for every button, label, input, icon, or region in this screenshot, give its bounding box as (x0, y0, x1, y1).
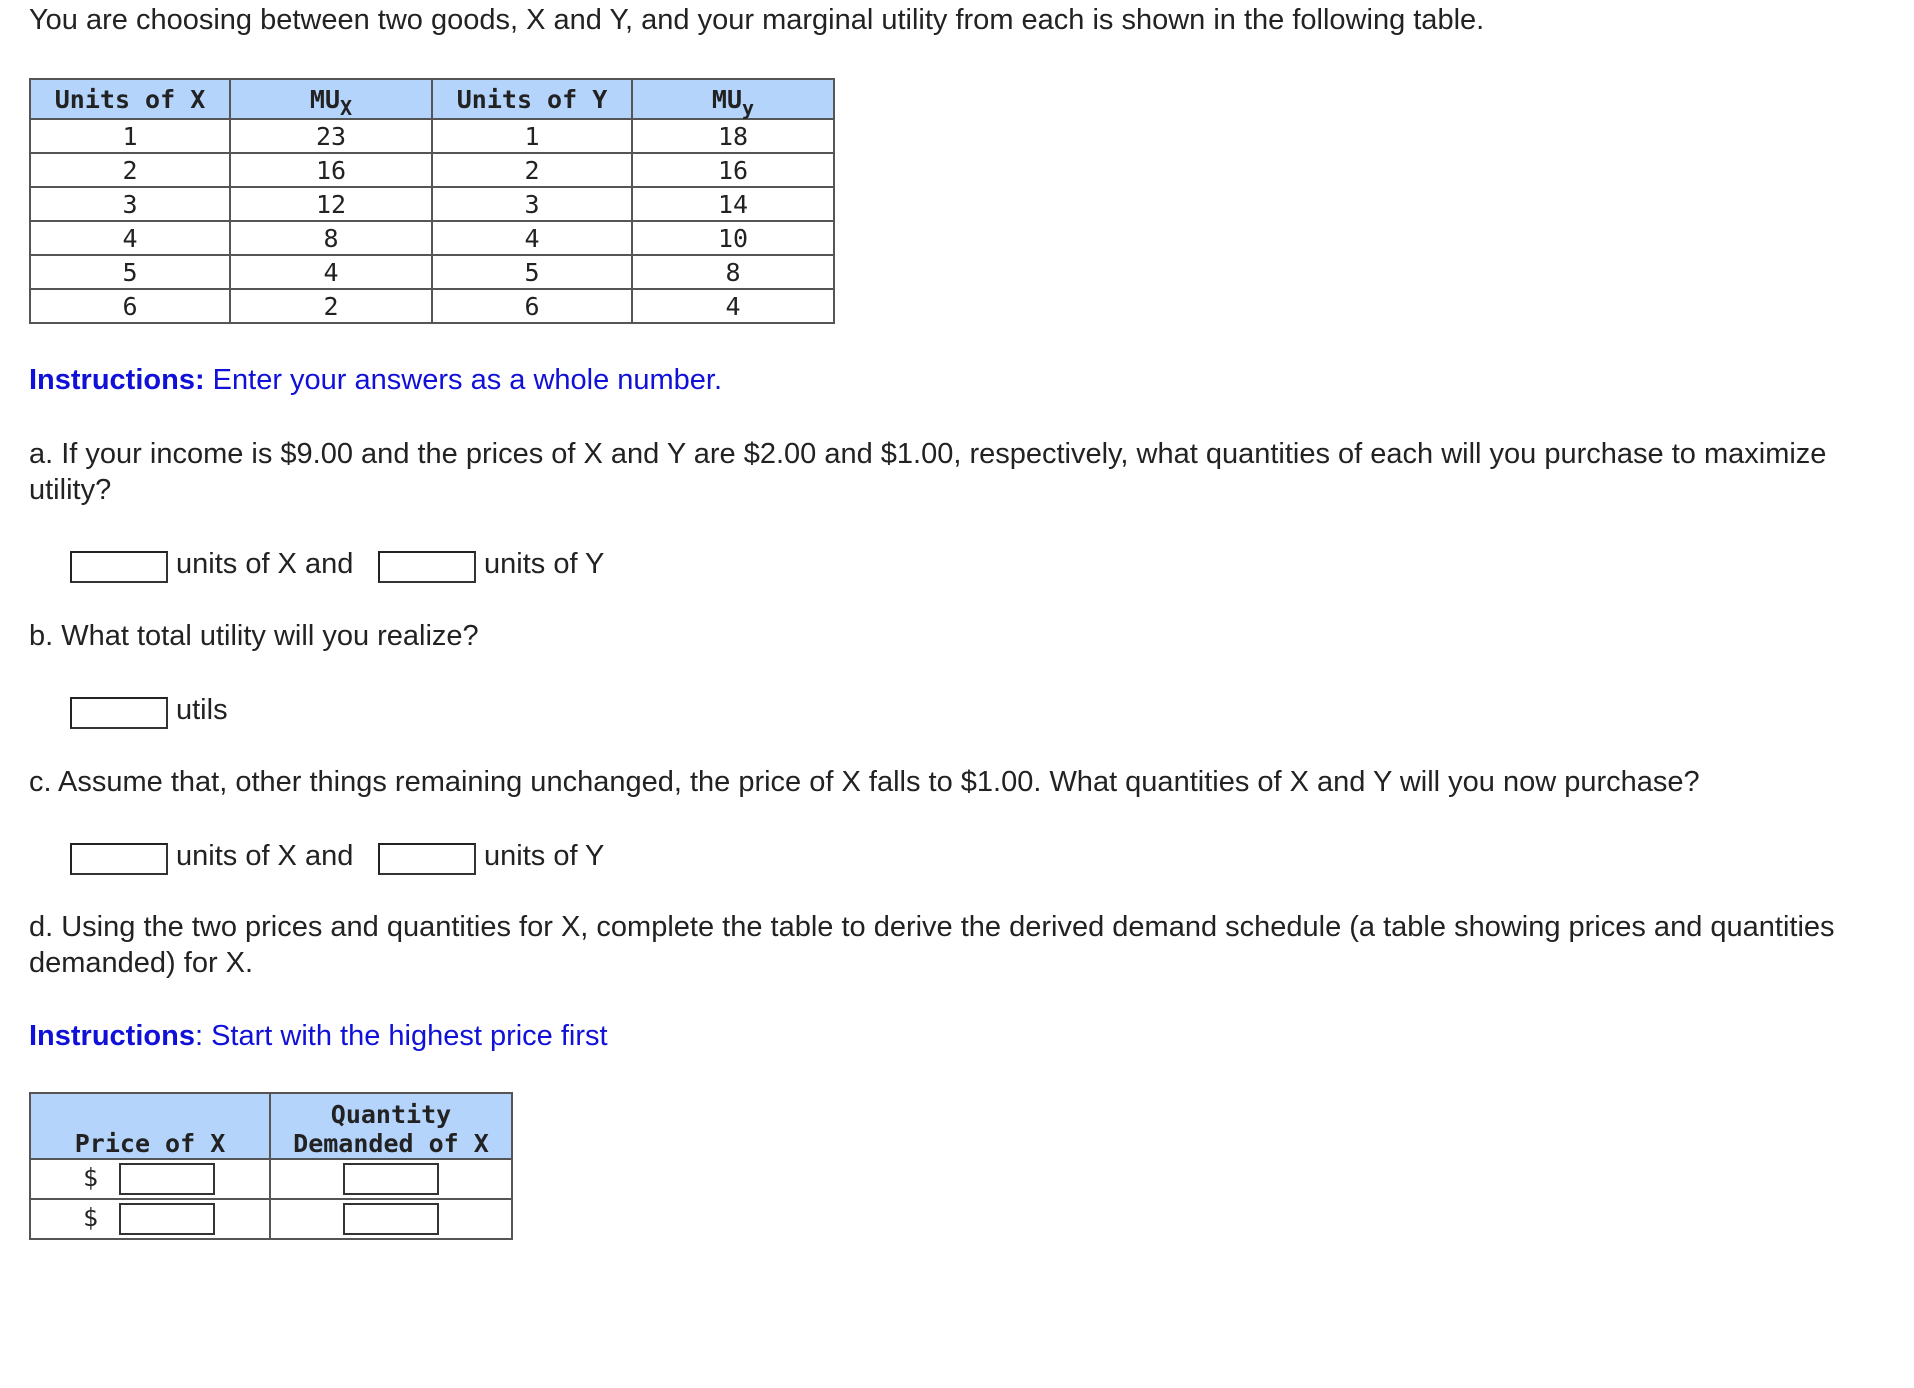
cell-mu-x: 8 (230, 221, 432, 255)
cell-units-y: 3 (432, 187, 632, 221)
cell-units-x: 5 (30, 255, 230, 289)
table-row (30, 255, 834, 289)
answer-b-utils-input[interactable] (70, 697, 168, 729)
table-row (30, 1159, 512, 1199)
demand-schedule-table (29, 1092, 513, 1240)
instructions-highest-price (29, 1018, 608, 1054)
question-c: c. Assume that, other things remaining unchanged, the price of X falls to $1.00. What quantities of X and Y will you now purchase? (29, 766, 1700, 798)
instructions-text: Enter your answers as a whole number. (204, 364, 723, 396)
cell-mu-y: 4 (632, 289, 834, 323)
header-mu-x (230, 79, 432, 119)
cell-price (30, 1159, 270, 1199)
marginal-utility-table (29, 78, 835, 324)
table-row (30, 187, 834, 221)
table-row (30, 1199, 512, 1239)
cell-units-y: 4 (432, 221, 632, 255)
answer-c-units-y-input[interactable] (378, 843, 476, 875)
cell-mu-y: 10 (632, 221, 834, 255)
cell-units-y: 2 (432, 153, 632, 187)
answer-a-units-x-input[interactable] (70, 551, 168, 583)
cell-price (30, 1199, 270, 1239)
cell-mu-x: 12 (230, 187, 432, 221)
demand-header-row (30, 1093, 512, 1159)
instructions-label: Instructions: (29, 364, 205, 396)
quantity-input-2[interactable] (343, 1203, 439, 1235)
header-quantity-line1: Quantity (330, 1100, 452, 1129)
question-b: b. What total utility will you realize? (29, 620, 479, 652)
cell-mu-y: 18 (632, 119, 834, 153)
instructions-whole-number (29, 362, 722, 398)
header-mu-y-sub: y (742, 95, 755, 120)
question-d: d. Using the two prices and quantities for X, complete the table to derive the derived demand schedule (a table showing prices and quantities demanded) for X. (29, 911, 1835, 979)
cell-units-y: 1 (432, 119, 632, 153)
header-units-y: Units of Y (432, 79, 632, 119)
intro-text: You are choosing between two goods, X and Y, and your marginal utility from each is shown in the following table. (29, 4, 1485, 36)
header-mu-y-main: MU (711, 84, 743, 114)
table-row (30, 221, 834, 255)
label-a-units-x: units of X and (176, 548, 354, 580)
label-c-units-y: units of Y (484, 840, 605, 872)
question-a: a. If your income is $9.00 and the prices of X and Y are $2.00 and $1.00, respectively, what quantities of each will you purchase to maximize utility? (29, 438, 1827, 506)
answer-a-units-y-input[interactable] (378, 551, 476, 583)
dollar-sign: $ (83, 1203, 99, 1232)
header-units-x: Units of X (30, 79, 230, 119)
header-mu-y (632, 79, 834, 119)
price-input-1[interactable] (119, 1163, 215, 1195)
label-b-utils: utils (176, 694, 228, 726)
header-quantity-line2: Demanded of X (293, 1129, 489, 1158)
cell-units-x: 3 (30, 187, 230, 221)
cell-mu-y: 14 (632, 187, 834, 221)
table-header-row (30, 79, 834, 119)
cell-units-x: 2 (30, 153, 230, 187)
cell-units-y: 5 (432, 255, 632, 289)
price-input-2[interactable] (119, 1203, 215, 1235)
header-quantity-demanded-x (270, 1093, 512, 1159)
cell-units-x: 1 (30, 119, 230, 153)
cell-quantity (270, 1199, 512, 1239)
cell-mu-y: 8 (632, 255, 834, 289)
cell-mu-x: 16 (230, 153, 432, 187)
header-mu-x-sub: X (340, 95, 353, 120)
table-row (30, 289, 834, 323)
table-row (30, 119, 834, 153)
answer-c-units-x-input[interactable] (70, 843, 168, 875)
cell-quantity (270, 1159, 512, 1199)
dollar-sign: $ (83, 1163, 99, 1192)
instructions2-text: : Start with the highest price first (194, 1020, 608, 1052)
cell-mu-x: 2 (230, 289, 432, 323)
cell-mu-y: 16 (632, 153, 834, 187)
label-c-units-x: units of X and (176, 840, 354, 872)
quantity-input-1[interactable] (343, 1163, 439, 1195)
cell-mu-x: 23 (230, 119, 432, 153)
table-row (30, 153, 834, 187)
header-price-x: Price of X (30, 1093, 270, 1159)
header-mu-x-main: MU (309, 84, 341, 114)
cell-units-x: 6 (30, 289, 230, 323)
cell-units-x: 4 (30, 221, 230, 255)
cell-mu-x: 4 (230, 255, 432, 289)
label-a-units-y: units of Y (484, 548, 605, 580)
instructions2-label: Instructions (29, 1020, 195, 1052)
cell-units-y: 6 (432, 289, 632, 323)
